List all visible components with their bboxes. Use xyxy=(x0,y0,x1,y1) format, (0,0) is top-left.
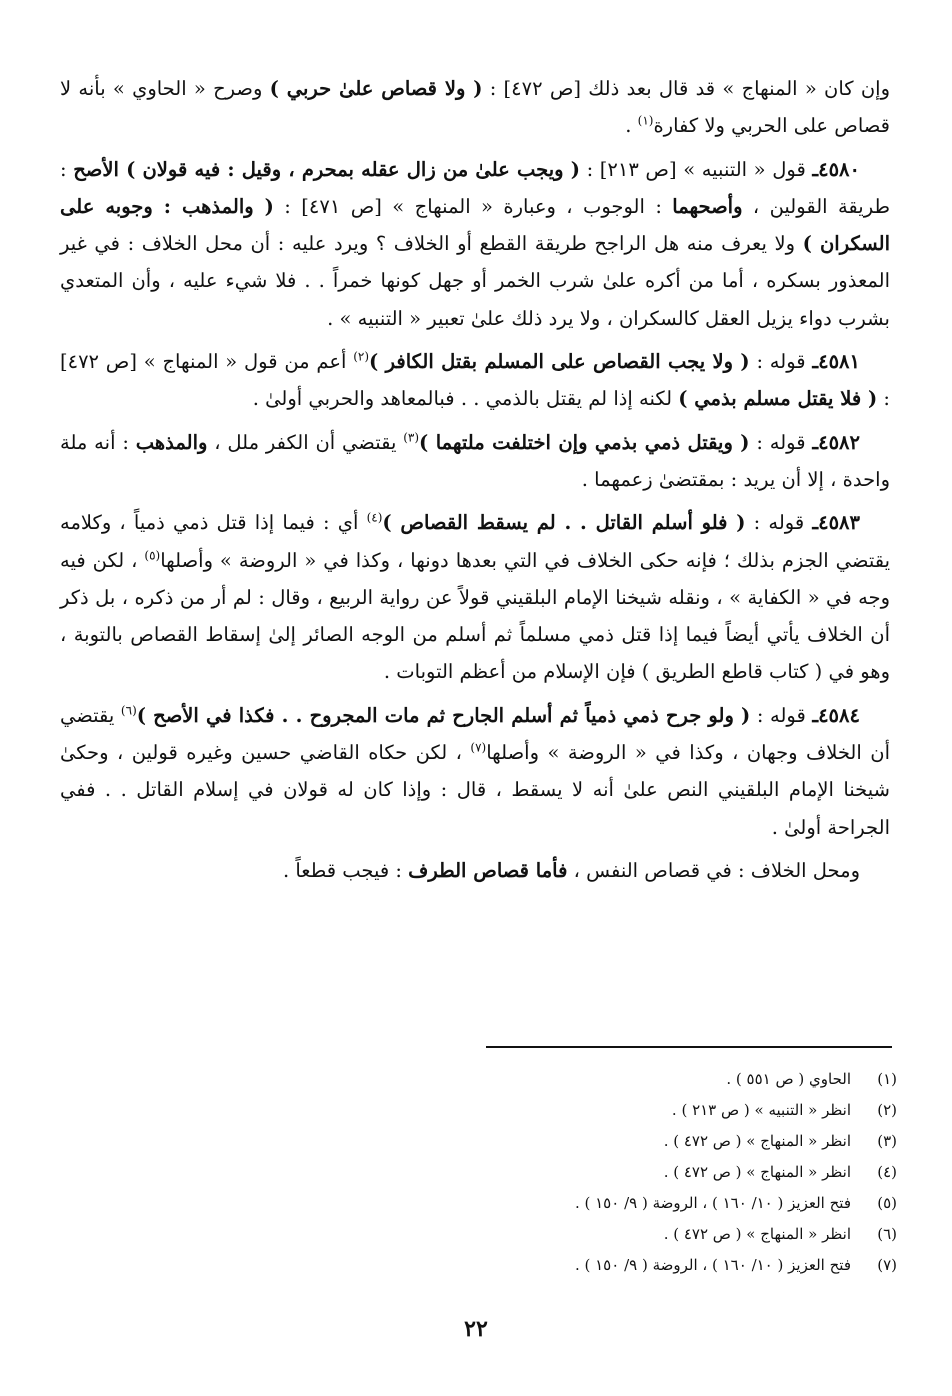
footnote-text: انظر « المنهاج » ( ص ٤٧٢ ) . xyxy=(663,1225,851,1243)
bold-segment: ٤٥٨٣ـ xyxy=(812,511,860,535)
footnote-text: انظر « التنبيه » ( ص ٢١٣ ) . xyxy=(671,1101,851,1119)
footnote-item xyxy=(297,1064,897,1095)
text-segment: : فيجب قطعاً . xyxy=(282,858,409,882)
footnote-marker: (٢) xyxy=(353,349,370,364)
bold-segment: ( ويجب علىٰ من زال عقله بمحرم ، وقيل : فيه قولان ) الأصح xyxy=(73,157,580,181)
text-segment: ، لكن فيه وجه في « الكفاية » ، ونقله شيخنا الإمام البلقيني قولاً عن رواية الربيع ، وقال : لم أر من ذكره ، بل ذكر أن الخلاف يأتي أيضاً فيما إذا قتل ذمي مسلماً ثم أسلم من الوجه الصائر إلىٰ إسقاط القصاص بالتوبة ، وهو في ( كتاب قاطع الطريق ) فإن الإسلام من أعظم التوبات . xyxy=(60,548,890,684)
text-segment: لكنه إذا لم يقتل بالذمي . . فبالمعاهد والحربي أولىٰ . xyxy=(252,387,679,411)
paragraph-p4582 xyxy=(60,424,890,499)
bold-segment: والمذهب xyxy=(135,430,208,454)
text-segment: أعم من قول « المنهاج » [ص ٤٧٢] : xyxy=(60,350,890,411)
bold-segment: ٤٥٨١ـ xyxy=(812,350,860,374)
text-segment: قوله : xyxy=(749,350,813,374)
text-segment: يقتضي أن الكفر ملل ، xyxy=(207,430,404,454)
text-segment: . xyxy=(625,114,638,138)
footnote-number: (٦) xyxy=(877,1225,897,1243)
bold-segment: ٤٥٨٤ـ xyxy=(812,703,860,727)
text-segment: يقتضي أن الخلاف وجهان ، وكذا في « الروضة » وأصلها xyxy=(60,703,890,765)
footnote-marker: (٧) xyxy=(470,740,487,755)
paragraph-p4581 xyxy=(60,343,890,418)
text-segment: ومحل الخلاف : في قصاص النفس ، xyxy=(567,858,860,882)
paragraph-p0 xyxy=(60,70,890,145)
bold-segment: ( فلا يقتل مسلم بذمي ) xyxy=(678,387,878,411)
bold-segment: فأما قصاص الطرف xyxy=(408,858,568,882)
footnote-number: (٥) xyxy=(877,1194,897,1212)
bold-segment: ( ولا يجب القصاص على المسلم بقتل الكافر ) xyxy=(369,350,750,374)
footnote-marker: (٤) xyxy=(366,510,383,525)
paragraph-p4584 xyxy=(60,697,890,846)
text-segment: : طريقة القولين ، xyxy=(60,157,890,218)
footnote-text: الحاوي ( ص ٥٥١ ) . xyxy=(726,1070,851,1088)
footnote-marker: (٥) xyxy=(144,548,161,563)
paragraph-pfinal xyxy=(60,852,890,889)
footnote-item xyxy=(297,1095,897,1126)
text-segment: ولا يعرف منه هل الراجح طريقة القطع أو الخلاف ؟ ويرد عليه : أن محل الخلاف : في غير المعذور بسكره ، أما من أكره علىٰ شرب الخمر أو جهل كونها خمراً . . فلا شيء عليه ، وأن المتعدي بشرب دواء يزيل العقل كالسكران ، ولا يرد ذلك علىٰ تعبير « التنبيه » . xyxy=(60,232,890,330)
bold-segment: ٤٥٨٠ـ xyxy=(812,157,861,181)
bold-segment: ( ويقتل ذمي بذمي وإن اختلفت ملتهما ) xyxy=(419,430,750,454)
text-segment: قوله : xyxy=(750,703,813,727)
footnote-divider xyxy=(486,1046,892,1048)
footnote-text: فتح العزيز ( ١٠/ ١٦٠ ) ، الروضة ( ٩/ ١٥٠ ) . xyxy=(574,1256,851,1274)
text-segment: قوله : xyxy=(749,430,813,454)
text-segment: قول « التنبيه » [ص ٢١٣] : xyxy=(579,157,813,181)
paragraph-p4583 xyxy=(60,504,890,690)
bold-segment: وأصحهما xyxy=(672,194,743,218)
text-segment: : الوجوب ، وعبارة « المنهاج » [ص ٤٧١] : xyxy=(273,194,673,218)
footnote-number: (٧) xyxy=(877,1256,897,1274)
text-segment: ، لكن حكاه القاضي حسين وغيره قولين ، وحكىٰ شيخنا الإمام البلقيني النص علىٰ أنه لا يسقط ، قال : وإذا كان له قولان في إسلام القاتل . . ففي الجراحة أولىٰ . xyxy=(60,741,890,839)
footnote-item xyxy=(297,1250,897,1281)
footnotes xyxy=(297,1064,897,1281)
footnote-text: فتح العزيز ( ١٠/ ١٦٠ ) ، الروضة ( ٩/ ١٥٠ ) . xyxy=(574,1194,851,1212)
text-segment: وصرح « الحاوي » بأنه لا قصاص على الحربي ولا كفارة xyxy=(60,77,890,138)
paragraph-p4580 xyxy=(60,151,890,337)
text-segment: قوله : xyxy=(745,511,813,535)
page-number: ٢٢ xyxy=(464,1316,488,1342)
text-segment: وإن كان « المنهاج » قد قال بعد ذلك [ص ٤٧٢] : xyxy=(482,77,890,100)
footnote-number: (٤) xyxy=(877,1163,897,1181)
footnote-item xyxy=(297,1188,897,1219)
footnote-item xyxy=(297,1157,897,1188)
text-segment: أي : فيما إذا قتل ذمي ذمياً ، وكلامه يقتضي الجزم بذلك ؛ فإنه حكى الخلاف في التي بعدها دونها ، وكذا في « الروضة » وأصلها xyxy=(60,511,890,572)
footnote-item xyxy=(297,1219,897,1250)
footnote-text: انظر « المنهاج » ( ص ٤٧٢ ) . xyxy=(663,1163,851,1181)
bold-segment: ( والمذهب : وجوبه على السكران ) xyxy=(60,194,890,256)
footnote-number: (١) xyxy=(877,1070,897,1088)
bold-segment: ( ولا قصاص علىٰ حربي ) xyxy=(269,77,483,100)
footnote-item xyxy=(297,1126,897,1157)
bold-segment: ٤٥٨٢ـ xyxy=(812,430,860,454)
text-segment: : أنه ملة واحدة ، إلا أن يريد : بمقتضىٰ زعمهما . xyxy=(60,430,890,491)
footnote-marker: (٣) xyxy=(403,430,420,445)
footnote-text: انظر « المنهاج » ( ص ٤٧٢ ) . xyxy=(663,1132,851,1150)
footnote-number: (٣) xyxy=(877,1132,897,1150)
bold-segment: ( فلو أسلم القاتل . . لم يسقط القصاص ) xyxy=(382,511,746,535)
main-text xyxy=(60,70,890,889)
footnote-marker: (٦) xyxy=(120,703,137,718)
footnote-marker: (١) xyxy=(637,113,654,128)
bold-segment: ( ولو جرح ذمي ذمياً ثم أسلم الجارح ثم مات المجروح . . فكذا في الأصح ) xyxy=(136,703,751,727)
footnote-number: (٢) xyxy=(877,1101,897,1119)
